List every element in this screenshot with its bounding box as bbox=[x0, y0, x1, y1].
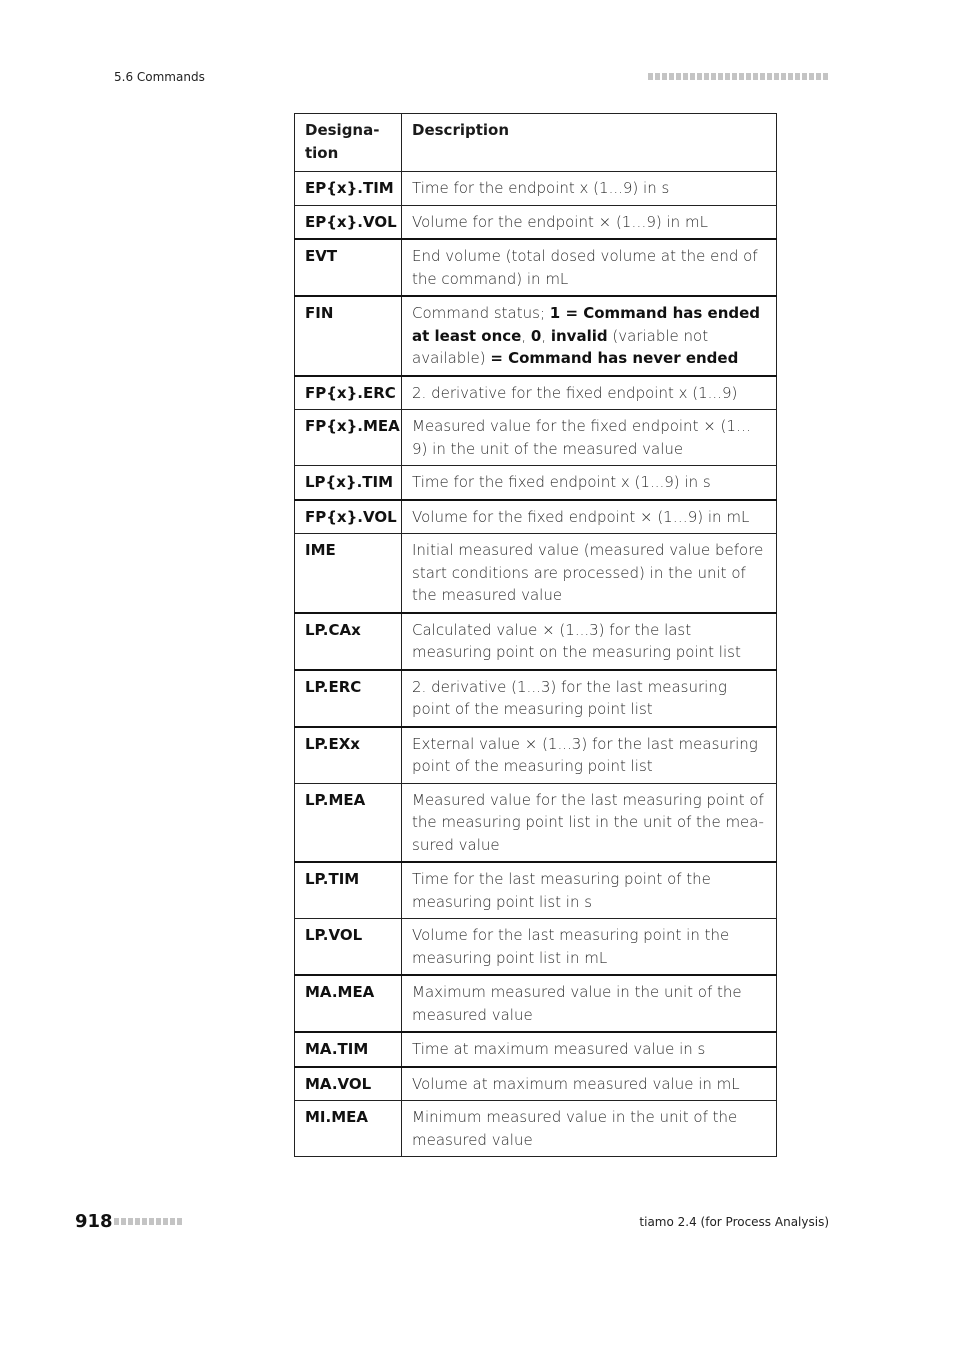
designation-cell: LP.EXx bbox=[295, 727, 402, 784]
column-header-description: Description bbox=[402, 114, 777, 172]
table-row bbox=[295, 1032, 777, 1067]
table-row bbox=[295, 376, 777, 410]
designation-cell: MA.TIM bbox=[295, 1032, 402, 1067]
table-row bbox=[295, 975, 777, 1032]
description-emphasis: invalid bbox=[550, 326, 608, 345]
table-row bbox=[295, 613, 777, 670]
description-text: (variable not available) bbox=[412, 326, 709, 367]
header-decoration bbox=[648, 73, 830, 80]
description-cell: Time for the last measuring point of the measuring point list in s bbox=[402, 862, 777, 919]
designation-cell: IME bbox=[295, 534, 402, 613]
description-cell: 2. derivative for the fixed endpoint x (1...9) bbox=[402, 376, 777, 410]
designation-cell: LP.TIM bbox=[295, 862, 402, 919]
description-cell: Time for the fixed endpoint x (1...9) in s bbox=[402, 466, 777, 500]
page-number: 918 bbox=[75, 1211, 113, 1232]
description-cell: Time for the endpoint x (1...9) in s bbox=[402, 172, 777, 206]
variables-table bbox=[294, 113, 777, 1157]
table-row bbox=[295, 1101, 777, 1157]
description-text: , bbox=[541, 326, 551, 345]
designation-cell: LP.MEA bbox=[295, 783, 402, 862]
description-cell: External value × (1...3) for the last measuring point of the measuring point list bbox=[402, 727, 777, 784]
designation-cell: EP{x}.VOL bbox=[295, 205, 402, 239]
description-cell: End volume (total dosed volume at the end of the command) in mL bbox=[402, 239, 777, 296]
description-cell: Measured value for the last measuring point of the measuring point list in the unit of the measured value bbox=[402, 783, 777, 862]
table-row bbox=[295, 172, 777, 206]
description-cell: Calculated value × (1...3) for the last measuring point on the measuring point list bbox=[402, 613, 777, 670]
table-row bbox=[295, 919, 777, 976]
footer-decoration bbox=[114, 1218, 182, 1225]
description-emphasis: 1 = Command has ended at least once bbox=[412, 304, 761, 345]
table-row bbox=[295, 783, 777, 862]
section-header: 5.6 Commands bbox=[114, 70, 205, 84]
designation-cell: EVT bbox=[295, 239, 402, 296]
table-header-row bbox=[295, 114, 777, 172]
description-cell: Minimum measured value in the unit of the measured value bbox=[402, 1101, 777, 1157]
description-cell: Measured value for the fixed endpoint × (1…9) in the unit of the measured value bbox=[402, 410, 777, 466]
description-cell: 2. derivative (1...3) for the last measuring point of the measuring point list bbox=[402, 670, 777, 727]
description-emphasis: 0 bbox=[530, 326, 542, 345]
table-row bbox=[295, 727, 777, 784]
description-cell: Volume at maximum measured value in mL bbox=[402, 1067, 777, 1101]
table-row bbox=[295, 466, 777, 500]
product-name: tiamo 2.4 (for Process Analysis) bbox=[639, 1215, 829, 1229]
designation-cell: FP{x}.MEA bbox=[295, 410, 402, 466]
description-cell: Time at maximum measured value in s bbox=[402, 1032, 777, 1067]
table-row bbox=[295, 534, 777, 613]
designation-cell: LP.ERC bbox=[295, 670, 402, 727]
description-cell bbox=[402, 296, 777, 376]
designation-cell: MA.MEA bbox=[295, 975, 402, 1032]
description-text: Command status; bbox=[412, 304, 550, 322]
designation-cell: FIN bbox=[295, 296, 402, 376]
designation-cell: FP{x}.VOL bbox=[295, 500, 402, 534]
designation-cell: LP.CAx bbox=[295, 613, 402, 670]
table-row bbox=[295, 296, 777, 376]
designation-cell: LP.VOL bbox=[295, 919, 402, 976]
designation-cell: MA.VOL bbox=[295, 1067, 402, 1101]
description-cell: Volume for the last measuring point in the measuring point list in mL bbox=[402, 919, 777, 976]
designation-cell: FP{x}.ERC bbox=[295, 376, 402, 410]
table-row bbox=[295, 239, 777, 296]
table-row bbox=[295, 500, 777, 534]
description-cell: Maximum measured value in the unit of the measured value bbox=[402, 975, 777, 1032]
table-row bbox=[295, 862, 777, 919]
table-row bbox=[295, 1067, 777, 1101]
description-cell: Volume for the endpoint × (1…9) in mL bbox=[402, 205, 777, 239]
column-header-designation: Designa- tion bbox=[295, 114, 402, 172]
table-row bbox=[295, 410, 777, 466]
designation-cell: EP{x}.TIM bbox=[295, 172, 402, 206]
description-emphasis: = Command has never ended bbox=[490, 349, 739, 367]
designation-cell: LP{x}.TIM bbox=[295, 466, 402, 500]
description-text: , bbox=[521, 326, 531, 345]
table-row bbox=[295, 205, 777, 239]
designation-cell: MI.MEA bbox=[295, 1101, 402, 1157]
description-cell: Volume for the fixed endpoint × (1…9) in mL bbox=[402, 500, 777, 534]
table-row bbox=[295, 670, 777, 727]
description-cell: Initial measured value (measured value before start conditions are processed) in the unit of the measured value bbox=[402, 534, 777, 613]
